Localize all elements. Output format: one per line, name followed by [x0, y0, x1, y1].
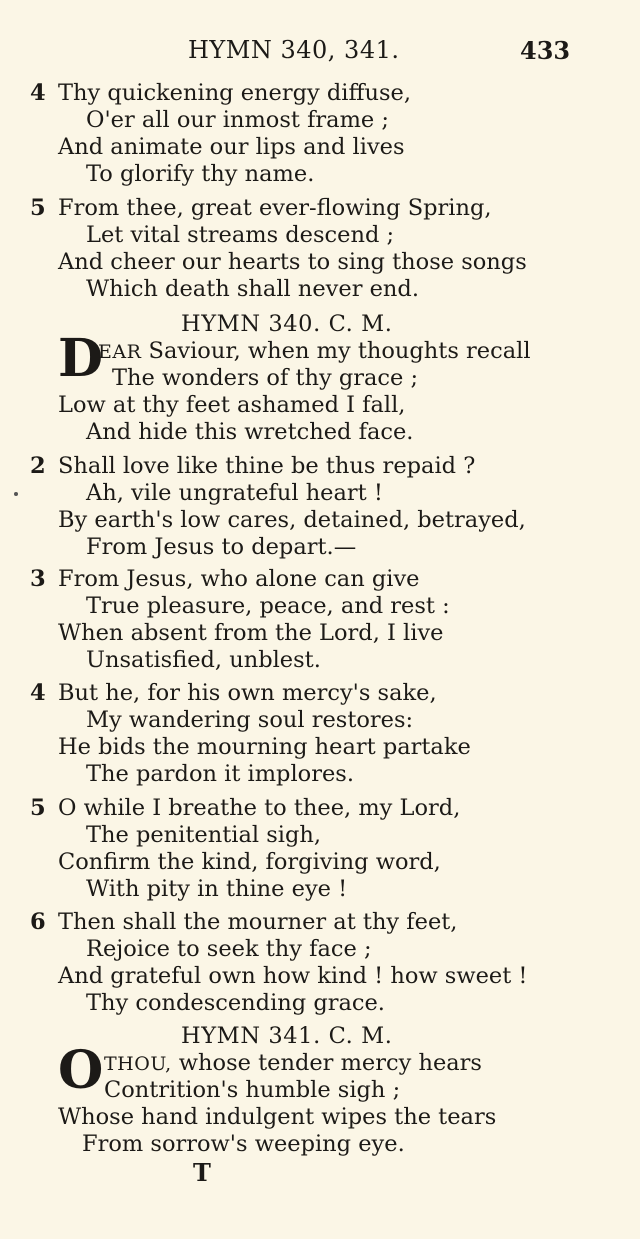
- page-header: [0, 36, 640, 72]
- verse-line: The penitential sigh,: [86, 822, 322, 848]
- running-head: HYMN 340, 341.: [188, 36, 400, 64]
- verse-line: From Jesus to depart.—: [86, 534, 357, 560]
- stanza-number: 6: [30, 909, 46, 935]
- verse-line: To glorify thy name.: [86, 161, 315, 187]
- verse-line: Low at thy feet ashamed I fall,: [58, 392, 406, 418]
- first-line-text: Saviour, when my thoughts recall: [141, 338, 531, 364]
- hymn-title: HYMN 341. C. M.: [181, 1023, 393, 1049]
- stanza-number: 4: [30, 80, 46, 106]
- verse-line: Then shall the mourner at thy feet,: [58, 909, 458, 935]
- verse-line: From Jesus, who alone can give: [58, 566, 420, 592]
- stanza-number: 5: [30, 195, 46, 221]
- verse-line: Let vital streams descend ;: [86, 222, 395, 248]
- verse-line: With pity in thine eye !: [86, 876, 348, 902]
- verse-line: Thy quickening energy diffuse,: [58, 80, 411, 106]
- drop-cap: O: [58, 1040, 104, 1101]
- verse-line: Shall love like thine be thus repaid ?: [58, 453, 476, 479]
- verse-line: And grateful own how kind ! how sweet !: [58, 963, 528, 989]
- verse-line-first: [98, 338, 531, 365]
- verse-line: Ah, vile ungrateful heart !: [86, 480, 383, 506]
- verse-line: O while I breathe to thee, my Lord,: [58, 795, 461, 821]
- verse-line-first: [104, 1050, 482, 1077]
- stanza-number: 3: [30, 566, 46, 592]
- drop-cap: D: [58, 328, 104, 389]
- hymn-title: HYMN 340. C. M.: [181, 311, 393, 337]
- verse-line: Which death shall never end.: [86, 276, 419, 302]
- verse-line: By earth's low cares, detained, betrayed,: [58, 507, 526, 533]
- verse-line: True pleasure, peace, and rest :: [86, 593, 450, 619]
- first-line-text: whose tender mercy hears: [171, 1050, 482, 1076]
- verse-line: Contrition's humble sigh ;: [104, 1077, 401, 1103]
- verse-line: The wonders of thy grace ;: [112, 365, 419, 391]
- verse-line: The pardon it implores.: [86, 761, 354, 787]
- verse-line: Whose hand indulgent wipes the tears: [58, 1104, 497, 1130]
- verse-line: But he, for his own mercy's sake,: [58, 680, 437, 706]
- verse-line: Rejoice to seek thy face ;: [86, 936, 372, 962]
- page-number: 433: [520, 36, 571, 65]
- catchword: T: [193, 1158, 211, 1187]
- verse-line: My wandering soul restores:: [86, 707, 414, 733]
- verse-line: From sorrow's weeping eye.: [82, 1131, 405, 1157]
- verse-line: Confirm the kind, forgiving word,: [58, 849, 441, 875]
- small-caps-word: EAR: [98, 341, 142, 363]
- verse-line: From thee, great ever-flowing Spring,: [58, 195, 492, 221]
- verse-line: He bids the mourning heart partake: [58, 734, 471, 760]
- stanza-number: 2: [30, 453, 46, 479]
- small-caps-word: THOU,: [104, 1053, 172, 1075]
- verse-line: And animate our lips and lives: [58, 134, 405, 160]
- verse-line: When absent from the Lord, I live: [58, 620, 444, 646]
- verse-line: O'er all our inmost frame ;: [86, 107, 389, 133]
- verse-line: And cheer our hearts to sing those songs: [58, 249, 527, 275]
- ink-speck: [14, 492, 18, 496]
- verse-line: Unsatisfied, unblest.: [86, 647, 321, 673]
- verse-line: Thy condescending grace.: [86, 990, 385, 1016]
- verse-line: And hide this wretched face.: [86, 419, 414, 445]
- stanza-number: 4: [30, 680, 46, 706]
- stanza-number: 5: [30, 795, 46, 821]
